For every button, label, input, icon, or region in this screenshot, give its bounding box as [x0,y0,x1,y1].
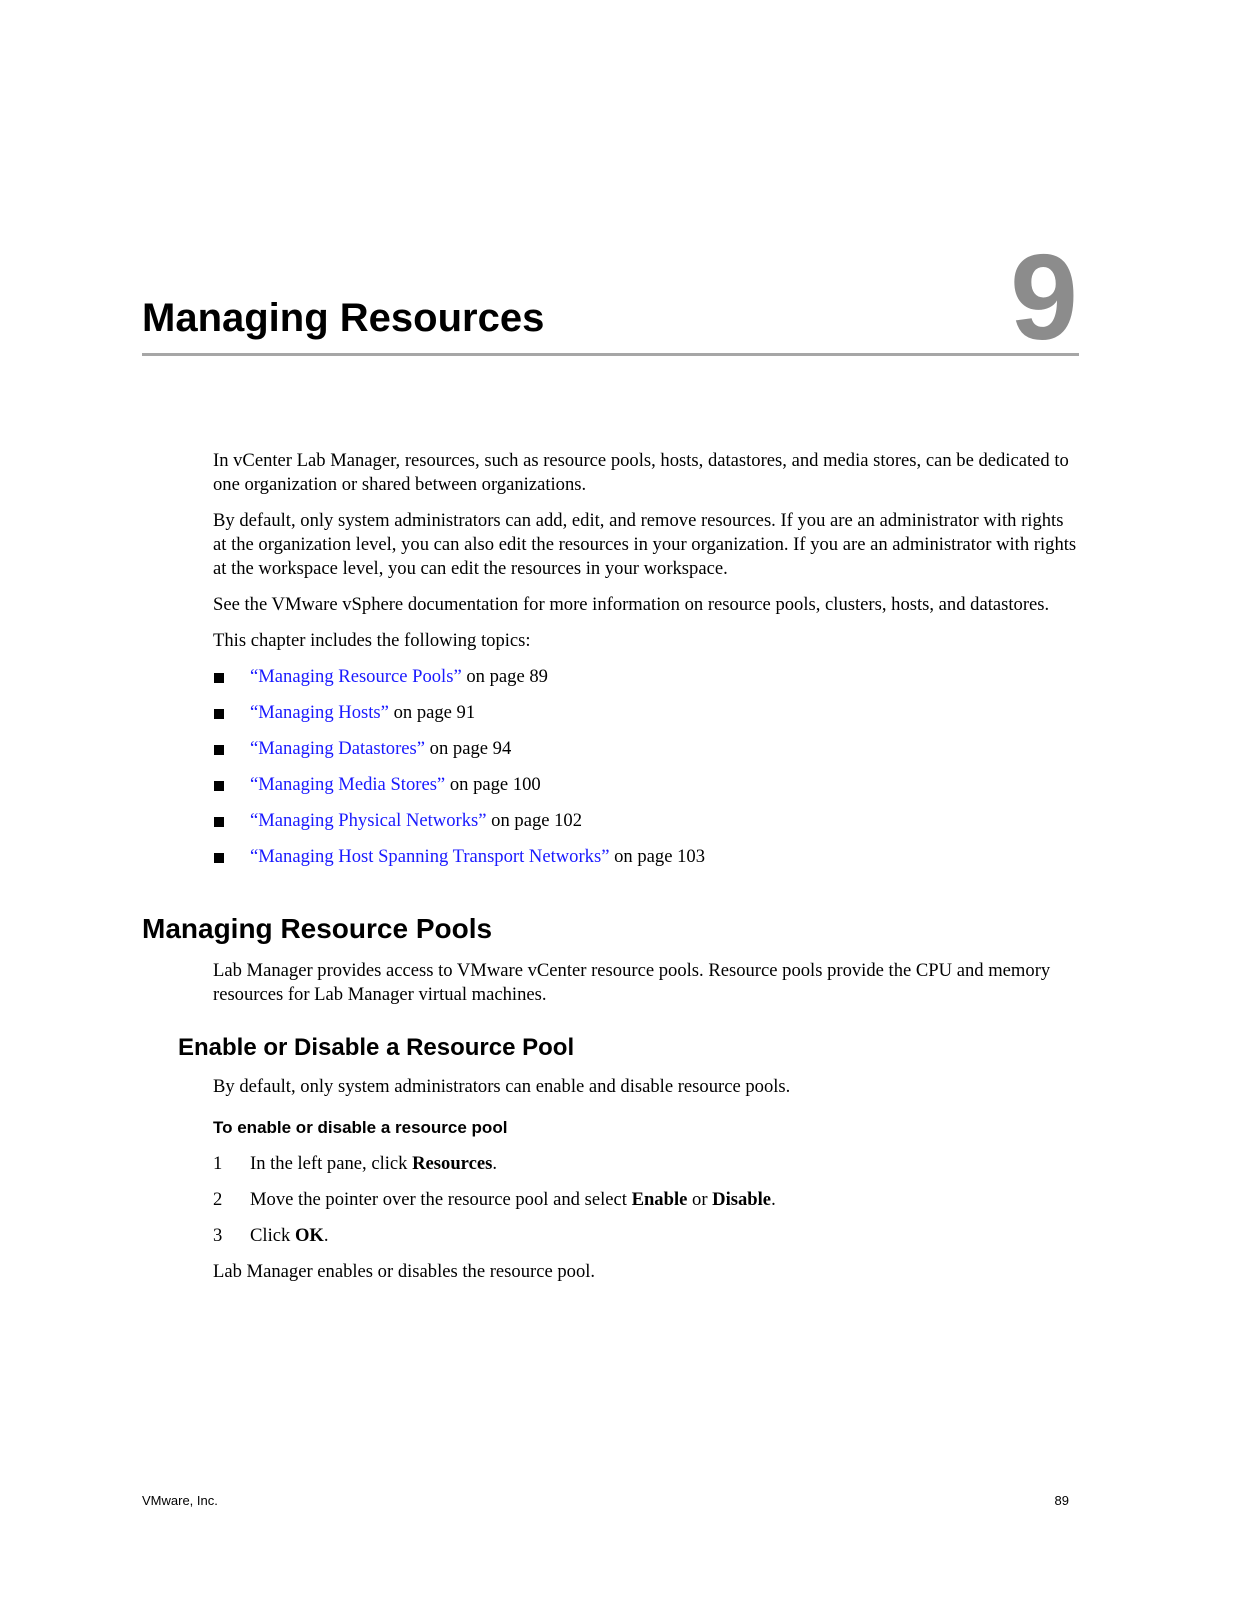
step-item [213,1152,1079,1176]
ui-term: Enable [631,1189,688,1210]
page-ref: on page 103 [609,846,705,867]
square-bullet-icon [214,709,224,719]
page-ref: on page 89 [461,666,548,687]
step-text: . [771,1189,776,1210]
step-number: 1 [213,1153,223,1174]
square-bullet-icon [214,745,224,755]
list-item [213,845,1079,869]
section-paragraph: Lab Manager provides access to VMware vCenter resource pools. Resource pools provide the CPU and memory resources for Lab Manager virtual machines. [213,960,1051,1005]
subsection-heading: Enable or Disable a Resource Pool [178,1034,575,1061]
intro-paragraph: See the VMware vSphere documentation for more information on resource pools, clusters, hosts, and datastores. [213,594,1050,615]
square-bullet-icon [214,781,224,791]
square-bullet-icon [214,817,224,827]
section-body [213,959,1079,1019]
intro-paragraph: By default, only system administrators can add, edit, and remove resources. If you are an administrator with rights at the organization level, you can also edit the resources in your organization. If you are an administrator with rights at the workspace level, you can edit the resources in your workspace. [213,510,1077,579]
square-bullet-icon [214,853,224,863]
list-item [213,665,1079,689]
procedure-title: To enable or disable a resource pool [213,1118,508,1137]
step-text: or [687,1189,713,1210]
topic-link-physical-networks[interactable]: “Managing Physical Networks” [250,810,487,831]
chapter-number: 9 [1010,229,1078,365]
procedure-body [213,1152,1079,1296]
step-text: . [492,1153,497,1174]
ui-term: Resources [412,1153,493,1174]
intro-section [213,449,1079,881]
section-heading: Managing Resource Pools [142,913,493,944]
step-number: 2 [213,1189,223,1210]
step-text: In the left pane, click [250,1153,413,1174]
footer-page-number: 89 [1054,1493,1069,1508]
ui-term: OK [294,1225,324,1246]
page-ref: on page 100 [445,774,541,795]
step-item [213,1188,1079,1212]
intro-paragraph: In vCenter Lab Manager, resources, such as resource pools, hosts, datastores, and media stores, can be dedicated to one organization or shared between organizations. [213,450,1069,495]
step-item [213,1224,1079,1248]
list-item [213,773,1079,797]
footer-company: VMware, Inc. [142,1493,218,1508]
step-text: . [323,1225,329,1246]
result-paragraph: Lab Manager enables or disables the resource pool. [213,1261,596,1282]
ui-term: Disable [712,1189,772,1210]
topic-link-datastores[interactable]: “Managing Datastores” [250,738,426,759]
topic-link-resource-pools[interactable]: “Managing Resource Pools” [250,666,462,687]
square-bullet-icon [214,673,224,683]
step-text: Click [250,1225,295,1246]
page-ref: on page 102 [486,810,583,831]
list-item [213,809,1079,833]
step-text: Move the pointer over the resource pool and select [250,1189,632,1210]
list-item [213,701,1079,725]
topic-link-transport-networks[interactable]: “Managing Host Spanning Transport Networks” [250,846,610,867]
chapter-title: Managing Resources [142,296,545,340]
topic-link-media-stores[interactable]: “Managing Media Stores” [250,774,446,795]
topic-list [213,665,1079,869]
step-list [213,1152,1079,1248]
page-ref: on page 91 [388,702,476,723]
subsection-paragraph: By default, only system administrators can enable and disable resource pools. [213,1076,791,1097]
list-item [213,737,1079,761]
topics-intro: This chapter includes the following topics: [213,630,531,651]
topic-link-hosts[interactable]: “Managing Hosts” [250,702,389,723]
page-ref: on page 94 [425,738,512,759]
subsection-body [213,1075,1079,1111]
title-rule [142,353,1079,356]
step-number: 3 [213,1225,223,1246]
